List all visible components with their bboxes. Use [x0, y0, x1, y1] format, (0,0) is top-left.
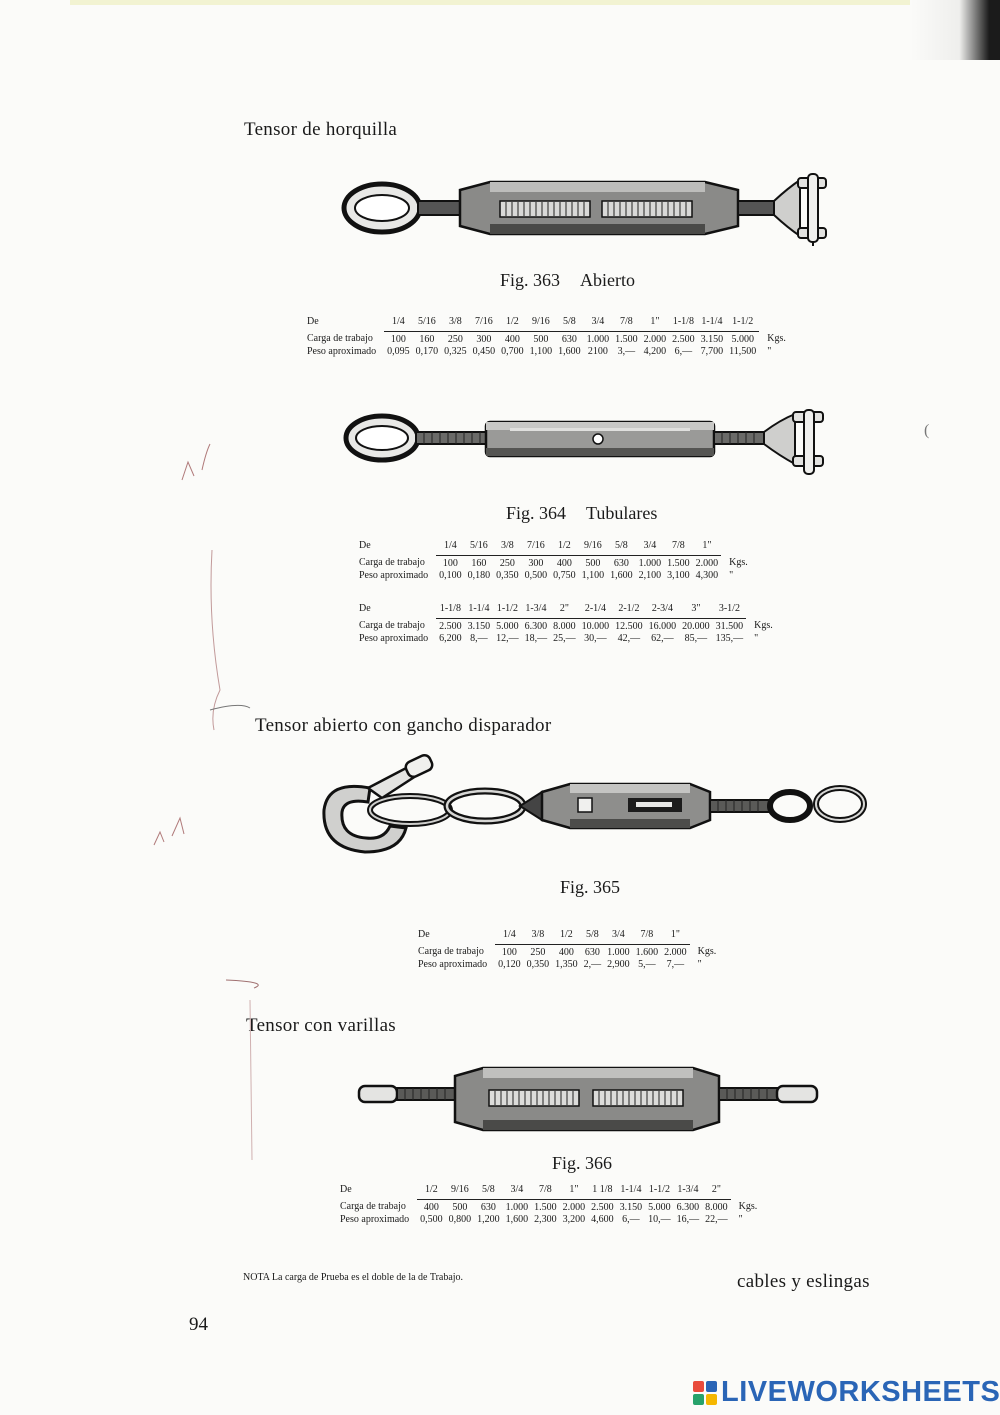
load-cell: 31.500: [715, 620, 744, 632]
weight-cell: 7,—: [666, 958, 685, 970]
size-cell: 1-1/8: [669, 316, 698, 331]
load-cell: 630: [584, 946, 600, 958]
load-cell: 630: [561, 333, 577, 345]
load-cell: 630: [480, 1201, 496, 1213]
load-cell: 1.000: [638, 557, 662, 569]
weight-cell: 1,100: [529, 345, 553, 357]
weight-cell: 4,200: [643, 345, 667, 357]
load-cell: 10.000: [581, 620, 610, 632]
load-cell: 6.300: [676, 1201, 700, 1213]
weight-cell: 7,700: [700, 345, 724, 357]
section-title-varillas: Tensor con varillas: [246, 1015, 396, 1036]
size-cell: 3/8: [441, 316, 470, 331]
size-cell: 5/8: [581, 929, 605, 944]
table-row: [304, 316, 789, 331]
fig-number: Fig. 366: [552, 1153, 613, 1173]
size-cell: 3-1/2: [713, 603, 747, 618]
unit-spacer: [746, 603, 776, 618]
table-row: [337, 1184, 760, 1199]
table-row: [304, 346, 789, 358]
load-cell: 20.000: [682, 620, 710, 632]
row-label: De: [340, 1184, 352, 1195]
size-cell: 7/16: [470, 316, 499, 331]
table-row: [337, 1214, 760, 1226]
size-cell: 7/8: [664, 540, 693, 555]
size-cell: 1/4: [495, 929, 524, 944]
weight-cell: 2,100: [638, 569, 662, 581]
size-cell: 7/8: [633, 929, 662, 944]
size-cell: 7/8: [612, 316, 641, 331]
row-label: Peso aproximado: [340, 1213, 410, 1225]
weight-cell: 0,100: [439, 569, 462, 581]
row-label: Carga de trabajo: [340, 1201, 406, 1213]
weight-cell: 6,—: [622, 1213, 640, 1225]
unit-spacer: [690, 929, 720, 944]
size-cell: 5/16: [465, 540, 494, 555]
size-cell: 1": [560, 1184, 589, 1199]
size-cell: 1-1/2: [493, 603, 522, 618]
load-cell: 400: [558, 946, 574, 958]
weight-cell: 1,100: [581, 569, 605, 581]
weight-cell: 1,350: [555, 958, 578, 970]
size-cell: 1/2: [498, 316, 527, 331]
size-cell: 2": [702, 1184, 731, 1199]
load-cell: 250: [530, 946, 546, 958]
size-cell: 5/8: [555, 316, 584, 331]
load-cell: 500: [452, 1201, 468, 1213]
table-row: [356, 555, 751, 570]
footer-section-name: cables y eslingas: [737, 1271, 870, 1292]
row-label: De: [307, 316, 319, 327]
turnbuckle-hook-illustration: [310, 748, 870, 858]
load-cell: 2.000: [643, 333, 667, 345]
size-cell: 7/8: [531, 1184, 560, 1199]
weight-cell: 0,170: [415, 345, 439, 357]
load-cell: 5.000: [731, 333, 754, 345]
brand-name: LIVEWORKSHEETS: [721, 1376, 1000, 1408]
load-cell: 2.000: [695, 557, 719, 569]
size-cell: 2": [550, 603, 579, 618]
load-cell: 16.000: [648, 620, 677, 632]
load-cell: 3.150: [619, 1201, 643, 1213]
size-cell: 9/16: [579, 540, 608, 555]
table-row: [415, 929, 719, 944]
weight-cell: 0,095: [387, 345, 410, 357]
weight-cell: 0,350: [496, 569, 519, 581]
weight-cell: 2,—: [583, 958, 602, 970]
fig-number: Fig. 364: [506, 503, 567, 523]
load-cell: 1.000: [586, 333, 610, 345]
size-cell: 2-1/4: [579, 603, 613, 618]
load-cell: 1.500: [667, 557, 690, 569]
load-cell: 160: [419, 333, 435, 345]
unit-label: Kgs.: [767, 333, 786, 345]
spec-table-gancho: [415, 929, 719, 971]
fig-label: Tubulares: [586, 503, 658, 523]
size-cell: 1/4: [436, 540, 465, 555]
size-cell: 3/8: [493, 540, 522, 555]
fig-caption-363: [500, 270, 635, 291]
turnbuckle-fork-open-illustration: [340, 168, 845, 246]
size-cell: 1": [693, 540, 722, 555]
liveworksheets-watermark: [693, 1376, 1000, 1409]
size-cell: 5/8: [474, 1184, 503, 1199]
size-cell: 1": [641, 316, 670, 331]
size-cell: 1/4: [384, 316, 413, 331]
fig-caption-366: [552, 1153, 632, 1174]
size-cell: 2-1/2: [612, 603, 646, 618]
row-label: Peso aproximado: [307, 345, 377, 357]
table-row: [415, 944, 719, 959]
table-row: [304, 331, 789, 346]
weight-cell: 2100: [587, 345, 608, 357]
ditto-mark: ": [729, 569, 734, 581]
load-cell: 100: [442, 557, 458, 569]
unit-spacer: [759, 316, 789, 331]
row-label: Peso aproximado: [359, 632, 429, 644]
ditto-mark: ": [738, 1213, 743, 1225]
load-cell: 2.000: [562, 1201, 586, 1213]
fig-label: Abierto: [580, 270, 635, 290]
size-cell: 1 1/8: [588, 1184, 617, 1199]
row-label: De: [359, 540, 371, 551]
load-cell: 1.500: [615, 333, 638, 345]
size-cell: 5/16: [413, 316, 442, 331]
size-cell: 1-1/2: [645, 1184, 674, 1199]
load-cell: 5.000: [496, 620, 519, 632]
size-cell: 3/4: [503, 1184, 532, 1199]
weight-cell: 22,—: [705, 1213, 728, 1225]
size-cell: 1-1/4: [465, 603, 494, 618]
size-cell: 1/2: [550, 540, 579, 555]
size-cell: 3": [679, 603, 713, 618]
weight-cell: 0,700: [501, 345, 524, 357]
load-cell: 12.500: [615, 620, 643, 632]
weight-cell: 11,500: [729, 345, 757, 357]
row-label: De: [418, 929, 430, 940]
fig-number: Fig. 365: [560, 877, 621, 897]
size-cell: 7/16: [522, 540, 551, 555]
spec-table-horquilla: [304, 316, 789, 358]
ditto-mark: ": [754, 632, 759, 644]
weight-cell: 1,600: [558, 345, 581, 357]
load-cell: 2.500: [439, 620, 462, 632]
load-cell: 630: [613, 557, 629, 569]
weight-cell: 5,—: [638, 958, 656, 970]
size-cell: 3/4: [636, 540, 665, 555]
weight-cell: 16,—: [676, 1213, 700, 1225]
weight-cell: 6,200: [439, 632, 462, 644]
load-cell: 5.000: [648, 1201, 671, 1213]
load-cell: 2.500: [672, 333, 695, 345]
load-cell: 300: [528, 557, 544, 569]
weight-cell: 3,100: [667, 569, 690, 581]
weight-cell: 0,180: [467, 569, 491, 581]
weight-cell: 0,750: [553, 569, 576, 581]
weight-cell: 0,120: [498, 958, 521, 970]
weight-cell: 85,—: [684, 632, 708, 644]
section-title-gancho: Tensor abierto con gancho disparador: [255, 715, 552, 736]
size-cell: 1-3/4: [674, 1184, 703, 1199]
size-cell: 1-1/4: [617, 1184, 646, 1199]
weight-cell: 0,800: [448, 1213, 472, 1225]
weight-cell: 62,—: [651, 632, 674, 644]
table-row: [356, 603, 776, 618]
size-cell: 3/4: [584, 316, 613, 331]
row-label: Carga de trabajo: [418, 946, 484, 958]
load-cell: 400: [504, 333, 520, 345]
size-cell: 3/8: [524, 929, 553, 944]
size-cell: 5/8: [607, 540, 636, 555]
liveworksheets-logo-icon: [693, 1381, 717, 1405]
unit-spacer: [721, 540, 751, 555]
load-cell: 400: [556, 557, 572, 569]
load-cell: 250: [447, 333, 463, 345]
weight-cell: 0,500: [524, 569, 548, 581]
load-cell: 400: [423, 1201, 439, 1213]
spec-table-tubulares-2: [356, 603, 776, 645]
size-cell: 9/16: [446, 1184, 475, 1199]
turnbuckle-rods-illustration: [357, 1064, 819, 1134]
load-cell: 300: [476, 333, 492, 345]
table-row: [356, 633, 776, 645]
size-cell: 1-3/4: [522, 603, 551, 618]
size-cell: 1": [661, 929, 690, 944]
size-cell: 3/4: [604, 929, 633, 944]
size-cell: 1-1/2: [726, 316, 759, 331]
size-cell: 1/2: [417, 1184, 446, 1199]
size-cell: 1/2: [552, 929, 581, 944]
unit-label: Kgs.: [738, 1201, 758, 1213]
row-label: De: [359, 603, 371, 614]
row-label: Peso aproximado: [359, 569, 429, 581]
load-cell: 2.500: [591, 1201, 614, 1213]
weight-cell: 1,200: [477, 1213, 500, 1225]
row-label: Carga de trabajo: [359, 620, 425, 632]
ditto-mark: ": [767, 345, 772, 357]
load-cell: 8.000: [705, 1201, 728, 1213]
weight-cell: 0,500: [420, 1213, 443, 1225]
fig-caption-365: [560, 877, 640, 898]
scan-edge-strip: [70, 0, 910, 5]
table-row: [356, 618, 776, 633]
weight-cell: 12,—: [496, 632, 519, 644]
section-title-horquilla: Tensor de horquilla: [244, 119, 398, 140]
load-cell: 1.500: [534, 1201, 557, 1213]
table-row: [356, 540, 751, 555]
load-cell: 8.000: [553, 620, 576, 632]
weight-cell: 0,450: [472, 345, 496, 357]
weight-cell: 0,325: [444, 345, 467, 357]
size-cell: 1-1/8: [436, 603, 465, 618]
footnote: NOTA La carga de Prueba es el doble de la de Trabajo.: [243, 1272, 464, 1283]
weight-cell: 42,—: [617, 632, 641, 644]
unit-label: Kgs.: [697, 946, 717, 958]
load-cell: 1.000: [607, 946, 630, 958]
row-label: Peso aproximado: [418, 958, 488, 970]
weight-cell: 4,300: [695, 569, 719, 581]
weight-cell: 4,600: [591, 1213, 614, 1225]
fig-caption-364: [506, 503, 657, 524]
page-number: 94: [189, 1314, 208, 1335]
table-row: [337, 1199, 760, 1214]
size-cell: 9/16: [527, 316, 556, 331]
weight-cell: 1,600: [505, 1213, 529, 1225]
load-cell: 500: [585, 557, 601, 569]
turnbuckle-tubular-illustration: [340, 408, 845, 480]
margin-bracket-mark: (: [924, 422, 930, 439]
weight-cell: 10,—: [648, 1213, 671, 1225]
weight-cell: 6,—: [674, 345, 693, 357]
weight-cell: 2,900: [607, 958, 630, 970]
weight-cell: 2,300: [534, 1213, 557, 1225]
weight-cell: 18,—: [524, 632, 548, 644]
unit-spacer: [731, 1184, 761, 1199]
fig-number: Fig. 363: [500, 270, 561, 290]
load-cell: 3.150: [467, 620, 491, 632]
size-cell: 1-1/4: [698, 316, 727, 331]
weight-cell: 3,200: [562, 1213, 586, 1225]
margin-pencil-marks: [150, 440, 260, 1160]
table-row: [356, 570, 751, 582]
weight-cell: 8,—: [470, 632, 488, 644]
load-cell: 160: [471, 557, 487, 569]
load-cell: 100: [390, 333, 406, 345]
spec-table-varillas: [337, 1184, 760, 1226]
ditto-mark: ": [697, 958, 702, 970]
row-label: Carga de trabajo: [307, 333, 373, 345]
weight-cell: 3,—: [617, 345, 636, 357]
spec-table-tubulares-1: [356, 540, 751, 582]
unit-label: Kgs.: [754, 620, 773, 632]
load-cell: 1.000: [505, 1201, 529, 1213]
load-cell: 6.300: [524, 620, 548, 632]
weight-cell: 135,—: [715, 632, 744, 644]
weight-cell: 0,350: [526, 958, 550, 970]
load-cell: 100: [501, 946, 517, 958]
load-cell: 500: [533, 333, 549, 345]
weight-cell: 1,600: [610, 569, 633, 581]
weight-cell: 25,—: [553, 632, 576, 644]
row-label: Carga de trabajo: [359, 557, 425, 569]
size-cell: 2-3/4: [646, 603, 680, 618]
load-cell: 250: [499, 557, 515, 569]
unit-label: Kgs.: [729, 557, 748, 569]
weight-cell: 30,—: [584, 632, 607, 644]
load-cell: 1.600: [635, 946, 659, 958]
table-row: [415, 959, 719, 971]
scan-shadow: [910, 0, 1000, 60]
load-cell: 2.000: [664, 946, 687, 958]
load-cell: 3.150: [700, 333, 724, 345]
